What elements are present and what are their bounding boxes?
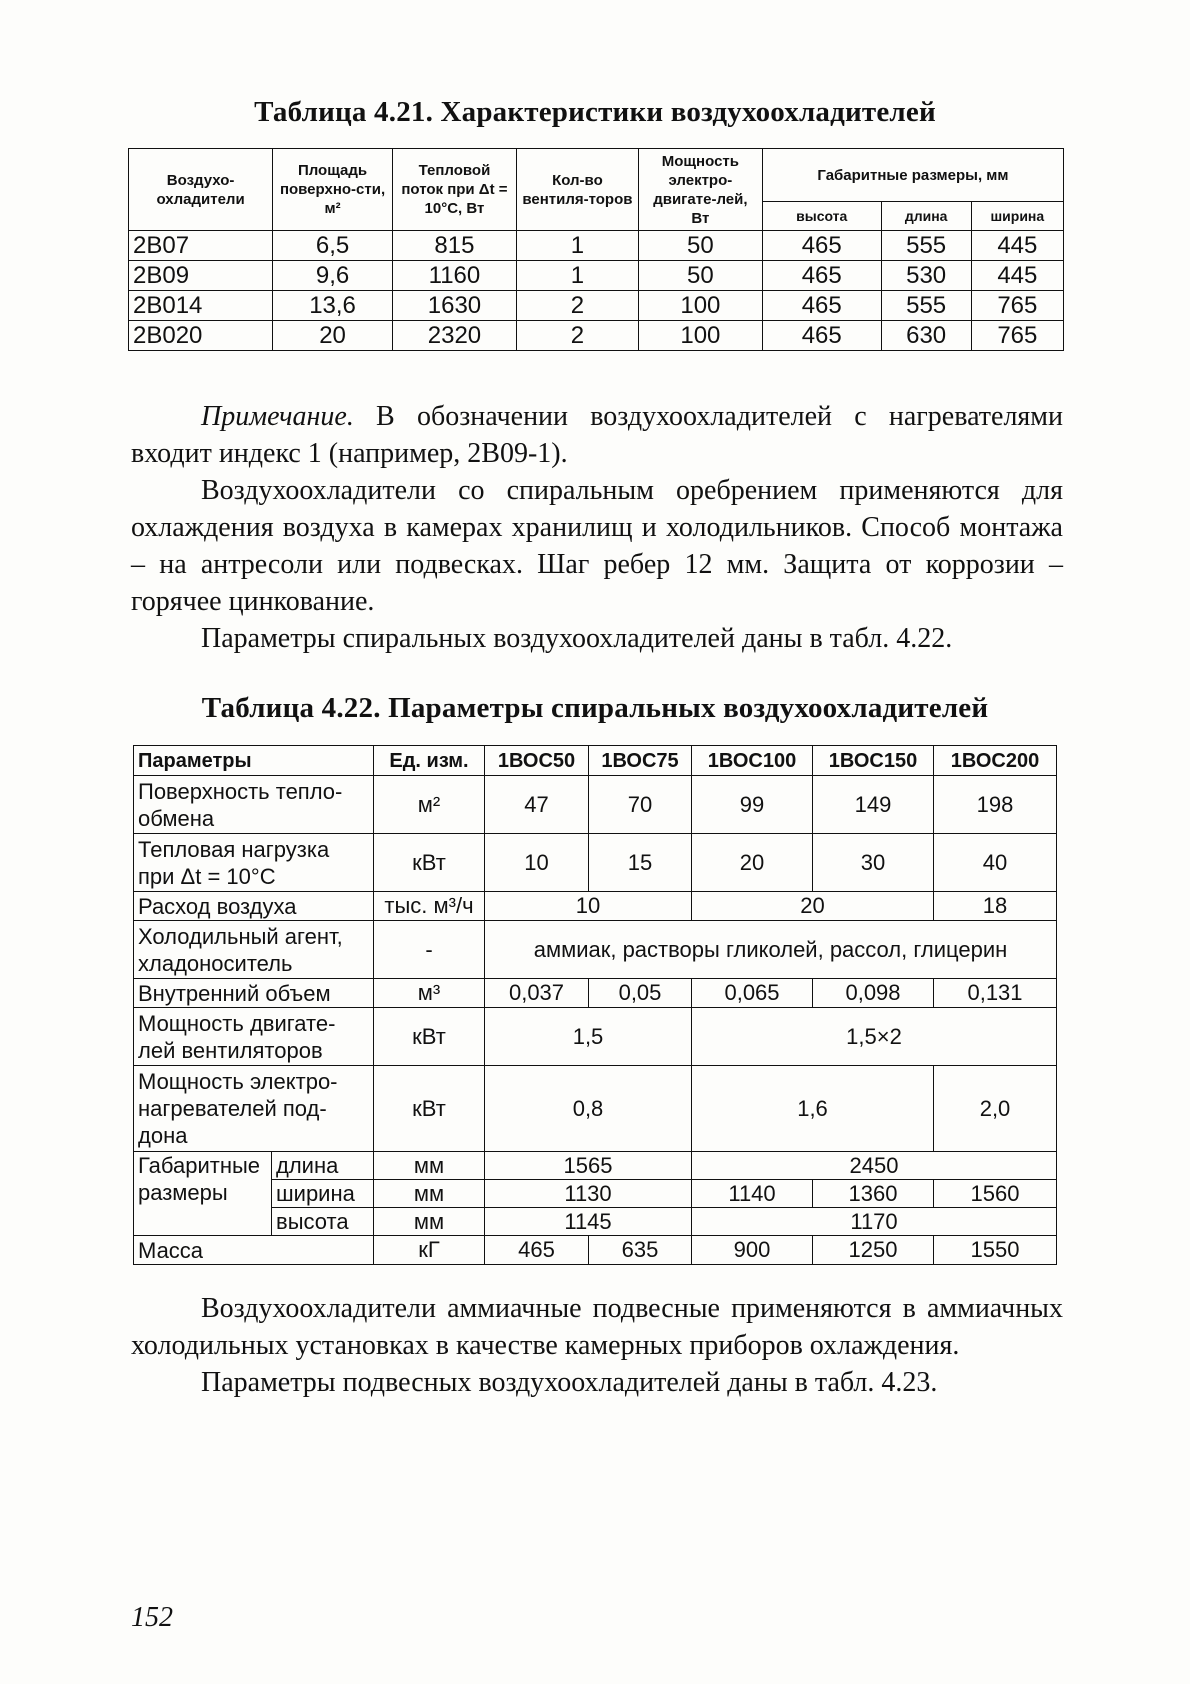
header-motor-power: Мощность электро-двигате-лей, Вт — [638, 149, 762, 231]
header-coolers: Воздухо-охладители — [129, 149, 273, 231]
paragraph-reference: Параметры спиральных воздухоохладителей даны в табл. 4.22. — [201, 623, 953, 654]
cell: 1160 — [392, 261, 516, 291]
header-fans: Кол-во вентиля-торов — [516, 149, 638, 231]
table-row — [134, 834, 1057, 892]
header-dimensions: Габаритные размеры, мм — [762, 149, 1063, 202]
cell: 1140 — [692, 1180, 813, 1208]
cell: 9,6 — [273, 261, 393, 291]
cell: 465 — [485, 1236, 589, 1265]
table-row — [134, 921, 1057, 979]
cell: мм — [374, 1208, 485, 1236]
cell: кВт — [374, 1008, 485, 1066]
cell: 100 — [638, 291, 762, 321]
cell: 50 — [638, 231, 762, 261]
cell: 1170 — [692, 1208, 1057, 1236]
paragraph-spiral — [131, 472, 1063, 657]
header-model: 1ВОС75 — [589, 746, 692, 776]
cell: 1360 — [813, 1180, 934, 1208]
cell: 2 — [516, 291, 638, 321]
cell: 2В014 — [129, 291, 273, 321]
cell: 2 — [516, 321, 638, 351]
header-model: 1ВОС200 — [934, 746, 1057, 776]
cell: 765 — [971, 321, 1063, 351]
cell: тыс. м³/ч — [374, 892, 485, 921]
cell: 198 — [934, 776, 1057, 834]
cell: 30 — [813, 834, 934, 892]
cell: 6,5 — [273, 231, 393, 261]
cell: 630 — [881, 321, 971, 351]
cell: 465 — [762, 261, 881, 291]
paragraph-reference: Параметры подвесных воздухоохладителей даны в табл. 4.23. — [201, 1367, 938, 1398]
note-label: Примечание. — [201, 401, 354, 432]
cell: 2,0 — [934, 1066, 1057, 1152]
table-row — [129, 291, 1064, 321]
cell: 1250 — [813, 1236, 934, 1265]
row-label: Масса — [134, 1236, 374, 1265]
header-heat-flow: Тепловой поток при Δt = 10°C, Вт — [392, 149, 516, 231]
cell: 0,05 — [589, 979, 692, 1008]
table-row — [134, 1180, 1057, 1208]
cell: 20 — [273, 321, 393, 351]
cell: 15 — [589, 834, 692, 892]
cell: 1,6 — [692, 1066, 934, 1152]
cell: 0,065 — [692, 979, 813, 1008]
note-paragraph — [131, 398, 1063, 472]
paragraph-text: Воздухоохладители со спиральным оребрением применяются для охлаждения воздуха в камерах хранилищ и холодильников. Способ монтажа – на антресоли или подвесках. Шаг ребер 12 мм. Защита от коррозии – горячее цинкование. — [131, 475, 1063, 617]
page-number: 152 — [131, 1602, 173, 1633]
cell: 70 — [589, 776, 692, 834]
header-height: высота — [762, 202, 881, 231]
cell: 13,6 — [273, 291, 393, 321]
cell: 1 — [516, 261, 638, 291]
cell: 1,5 — [485, 1008, 692, 1066]
table-row — [134, 1066, 1057, 1152]
row-sublabel: ширина — [272, 1180, 374, 1208]
row-label: Поверхность тепло-обмена — [134, 776, 374, 834]
note-text: В обозначении воздухоохладителей с нагревателями входит индекс 1 (например, 2В09-1). — [131, 401, 1063, 469]
cell: 530 — [881, 261, 971, 291]
header-length: длина — [881, 202, 971, 231]
cell: 1145 — [485, 1208, 692, 1236]
table-row — [134, 776, 1057, 834]
row-label: Мощность электро-нагревателей под-дона — [134, 1066, 374, 1152]
cell: 1130 — [485, 1180, 692, 1208]
cell: 2В07 — [129, 231, 273, 261]
cell: 900 — [692, 1236, 813, 1265]
row-label: Расход воздуха — [134, 892, 374, 921]
cell: аммиак, растворы гликолей, рассол, глицерин — [485, 921, 1057, 979]
row-label: Тепловая нагрузка при Δt = 10°C — [134, 834, 374, 892]
cell: 465 — [762, 321, 881, 351]
cell: 18 — [934, 892, 1057, 921]
table-row — [134, 1208, 1057, 1236]
cell: 555 — [881, 291, 971, 321]
cell: 20 — [692, 892, 934, 921]
cell: кВт — [374, 834, 485, 892]
cell: 47 — [485, 776, 589, 834]
cell: 0,098 — [813, 979, 934, 1008]
cell: 465 — [762, 231, 881, 261]
header-model: 1ВОС100 — [692, 746, 813, 776]
cell: 1560 — [934, 1180, 1057, 1208]
cell: - — [374, 921, 485, 979]
row-label: Габаритные размеры — [134, 1152, 272, 1236]
row-label: Холодильный агент, хладоноситель — [134, 921, 374, 979]
cell: 555 — [881, 231, 971, 261]
table-row — [134, 1008, 1057, 1066]
cell: м² — [374, 776, 485, 834]
paragraph-text: Воздухоохладители аммиачные подвесные применяются в аммиачных холодильных установках в качестве камерных приборов охлаждения. — [131, 1293, 1063, 1361]
cell: 765 — [971, 291, 1063, 321]
table-row — [134, 1236, 1057, 1265]
cell: 815 — [392, 231, 516, 261]
cell: 10 — [485, 834, 589, 892]
cell: 1,5×2 — [692, 1008, 1057, 1066]
paragraph-ammonia — [131, 1290, 1063, 1401]
row-label: Внутренний объем — [134, 979, 374, 1008]
cell: 149 — [813, 776, 934, 834]
cell: 99 — [692, 776, 813, 834]
cell: м³ — [374, 979, 485, 1008]
cell: 1630 — [392, 291, 516, 321]
cell: 0,8 — [485, 1066, 692, 1152]
table-4-21 — [128, 148, 1064, 351]
cell: 20 — [692, 834, 813, 892]
cell: 445 — [971, 231, 1063, 261]
cell: 2450 — [692, 1152, 1057, 1180]
header-area: Площадь поверхно-сти, м² — [273, 149, 393, 231]
table-row — [129, 261, 1064, 291]
row-label: Мощность двигате-лей вентиляторов — [134, 1008, 374, 1066]
cell: 0,037 — [485, 979, 589, 1008]
header-model: 1ВОС150 — [813, 746, 934, 776]
table-row — [134, 892, 1057, 921]
header-parameters: Параметры — [134, 746, 374, 776]
cell: 40 — [934, 834, 1057, 892]
cell: 2В09 — [129, 261, 273, 291]
cell: 50 — [638, 261, 762, 291]
cell: мм — [374, 1152, 485, 1180]
cell: 635 — [589, 1236, 692, 1265]
cell: 1 — [516, 231, 638, 261]
cell: 1565 — [485, 1152, 692, 1180]
table-row — [129, 231, 1064, 261]
table-4-22 — [133, 745, 1057, 1265]
cell: 2320 — [392, 321, 516, 351]
cell: кВт — [374, 1066, 485, 1152]
cell: 10 — [485, 892, 692, 921]
cell: 2В020 — [129, 321, 273, 351]
cell: кГ — [374, 1236, 485, 1265]
table-4-21-caption: Таблица 4.21. Характеристики воздухоохладителей — [254, 96, 936, 128]
cell: 465 — [762, 291, 881, 321]
header-width: ширина — [971, 202, 1063, 231]
table-row — [134, 1152, 1057, 1180]
cell: 0,131 — [934, 979, 1057, 1008]
table-row — [134, 979, 1057, 1008]
header-unit: Ед. изм. — [374, 746, 485, 776]
table-4-22-caption: Таблица 4.22. Параметры спиральных воздухоохладителей — [201, 692, 989, 724]
cell: 445 — [971, 261, 1063, 291]
table-row — [129, 321, 1064, 351]
cell: мм — [374, 1180, 485, 1208]
row-sublabel: длина — [272, 1152, 374, 1180]
cell: 100 — [638, 321, 762, 351]
row-sublabel: высота — [272, 1208, 374, 1236]
cell: 1550 — [934, 1236, 1057, 1265]
header-model: 1ВОС50 — [485, 746, 589, 776]
